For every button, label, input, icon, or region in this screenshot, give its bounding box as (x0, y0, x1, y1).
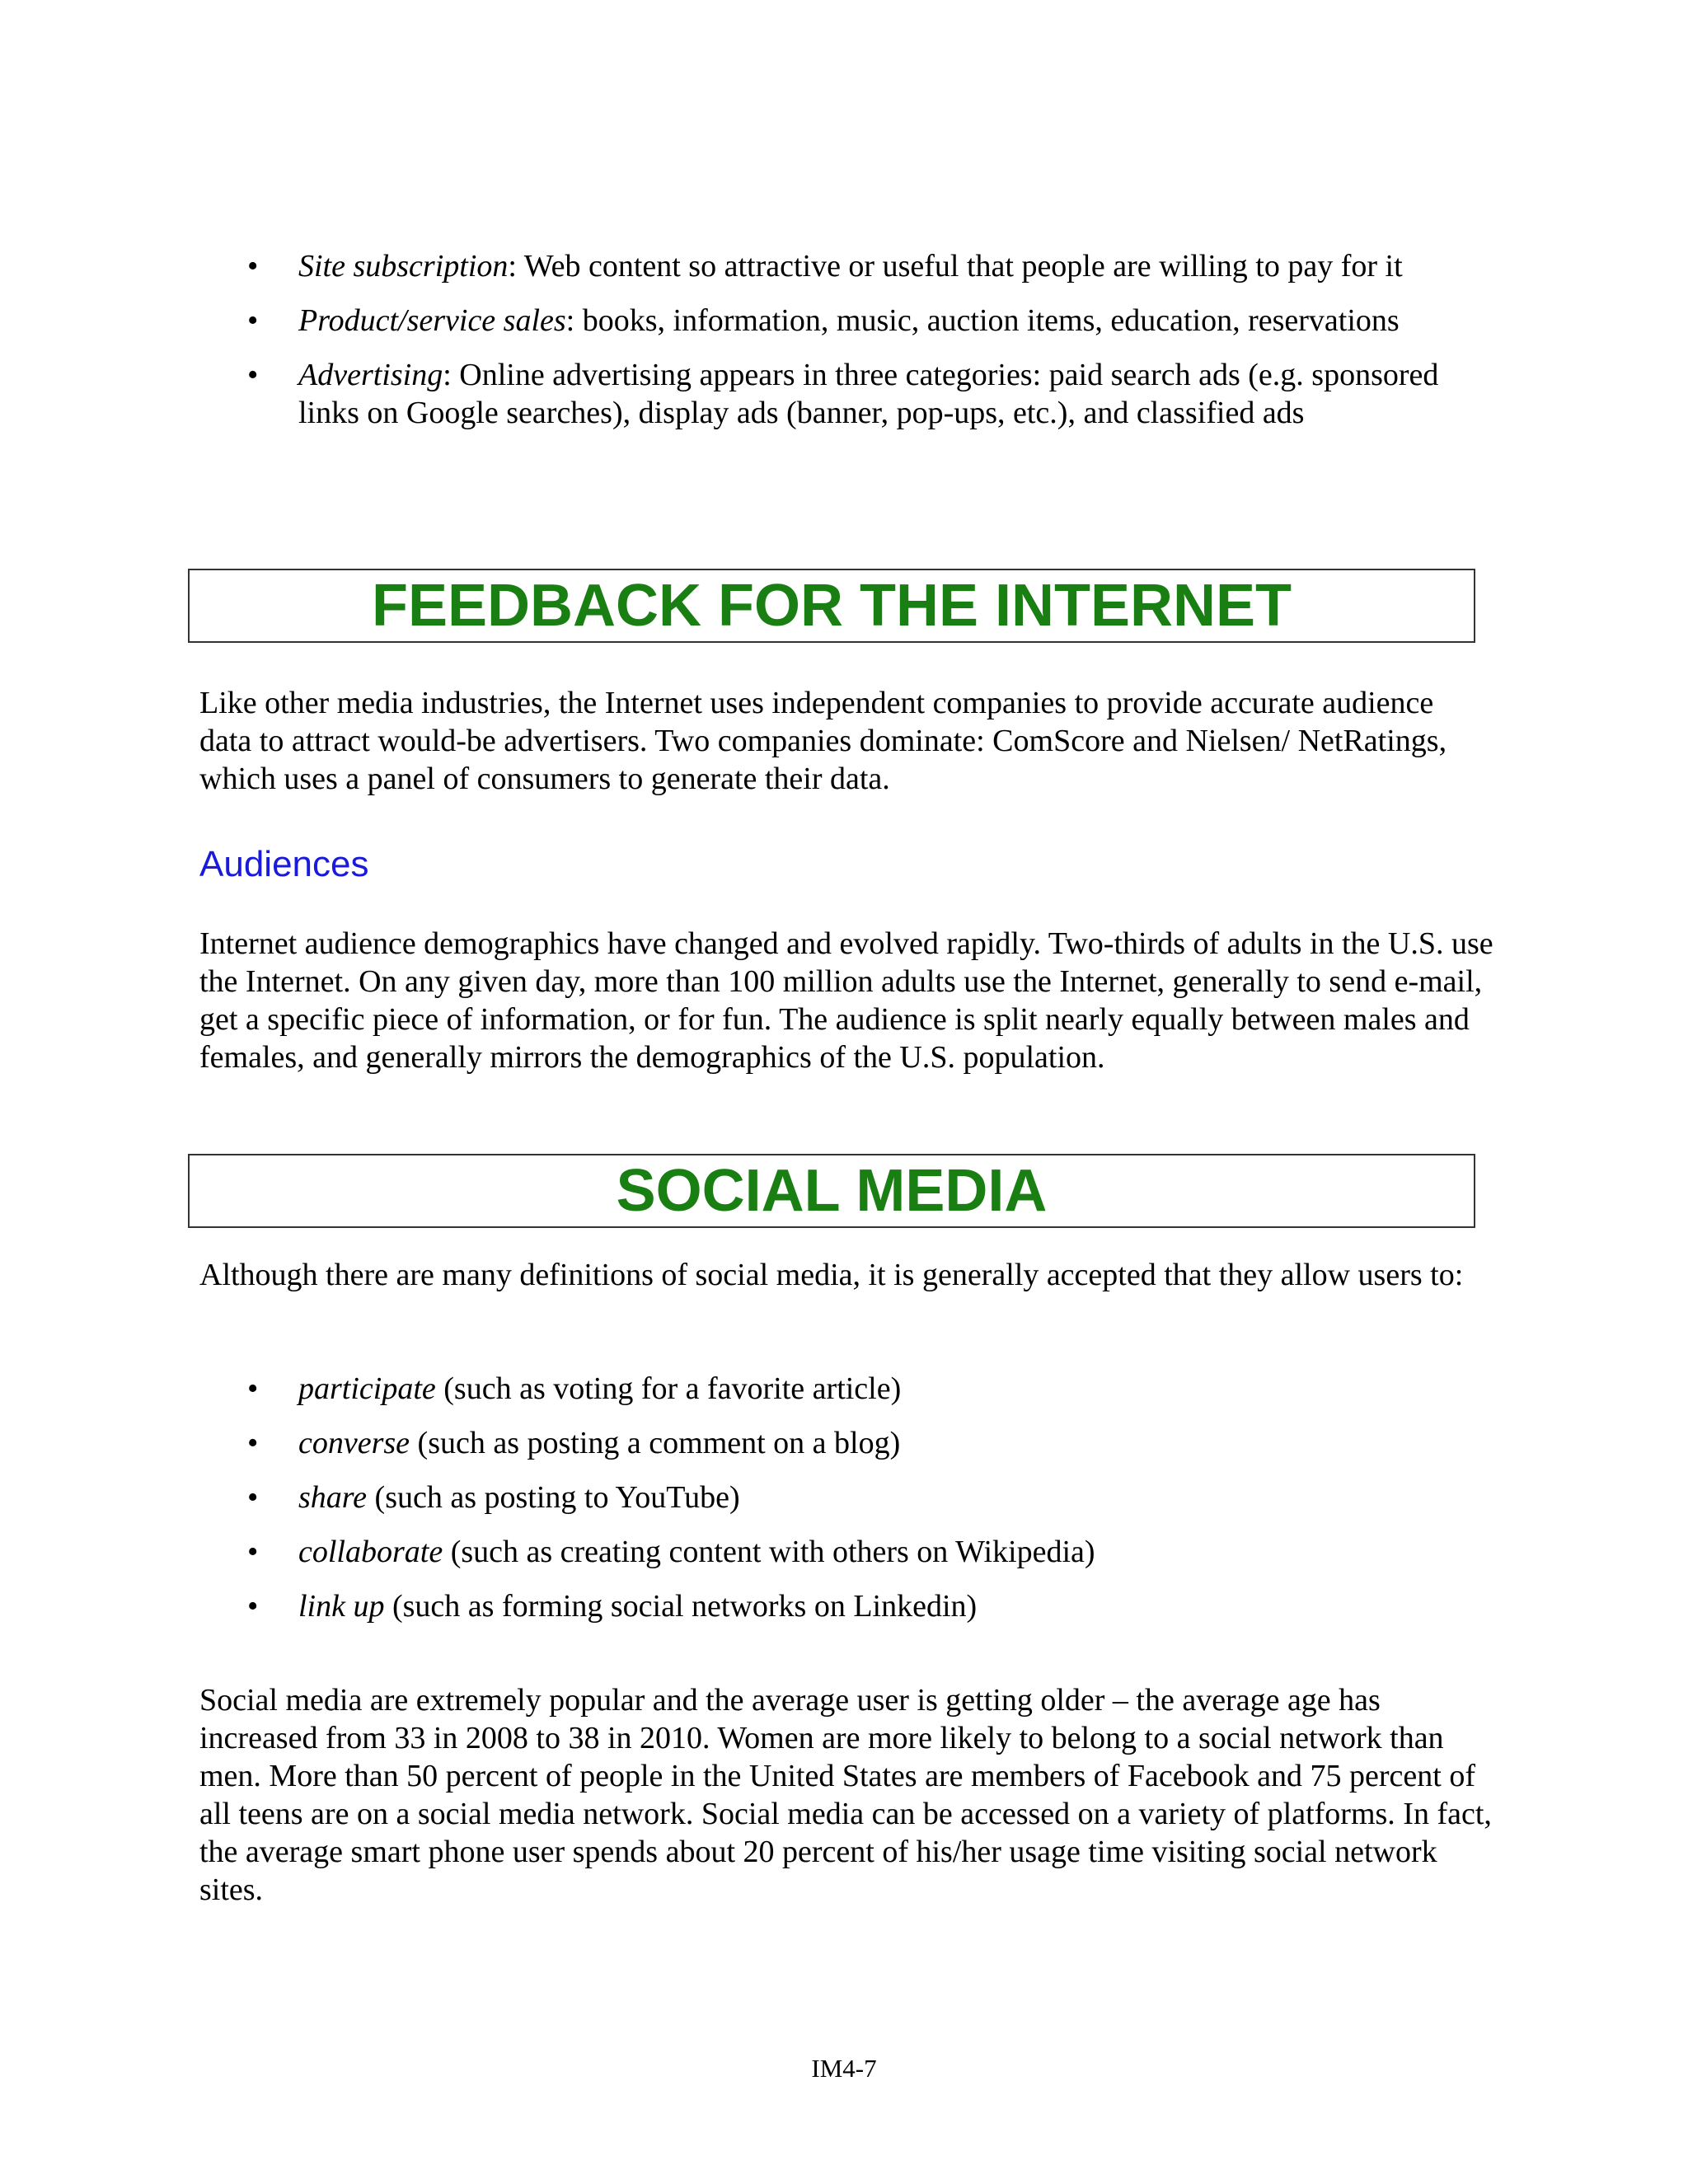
list-item (199, 356, 1485, 432)
list-item (199, 302, 1485, 340)
bullet-icon: • (247, 1426, 259, 1460)
social-bullet-list (199, 1370, 1485, 1642)
list-item (199, 1370, 1485, 1408)
bullet-term: Product/service sales (298, 303, 566, 338)
list-item (199, 247, 1485, 285)
bullet-text: (such as voting for a favorite article) (435, 1371, 902, 1406)
bullet-icon: • (247, 1535, 259, 1569)
bullet-icon: • (247, 1589, 259, 1624)
bullet-term: link up (298, 1589, 385, 1624)
bullet-text: (such as forming social networks on Linkedin) (384, 1589, 978, 1624)
revenue-bullet-list (199, 247, 1485, 448)
bullet-text: : Web content so attractive or useful that people are willing to pay for it (508, 249, 1403, 284)
bullet-text: (such as posting a comment on a blog) (410, 1426, 901, 1460)
bullet-icon: • (247, 1371, 259, 1406)
list-item (199, 1533, 1485, 1571)
bullet-icon: • (247, 249, 259, 284)
bullet-term: converse (298, 1426, 410, 1460)
audiences-heading: Audiences (199, 844, 369, 884)
section-title-social-media: SOCIAL MEDIA (188, 1154, 1475, 1228)
social-intro-paragraph: Although there are many definitions of social media, it is generally accepted that they allow users to: (199, 1258, 1464, 1292)
bullet-text: : books, information, music, auction items, education, reservations (565, 303, 1400, 338)
list-item (199, 1424, 1485, 1462)
bullet-term: Advertising (298, 358, 443, 392)
feedback-paragraph: Like other media industries, the Internet uses independent companies to provide accurate audience data to attract would-be advertisers. Two companies dominate: ComScore and Nielsen/ NetRatings, which uses a panel of consumers to generate their data. (199, 686, 1447, 796)
social-closing-paragraph: Social media are extremely popular and the average user is getting older – the average age has increased from 33 in 2008 to 38 in 2010. Women are more likely to belong to a social network than men. More than 50 percent of people in the United States are members of Facebook and 75 percent of all teens are on a social media network. Social media can be accessed on a variety of platforms. In fact, the average smart phone user spends about 20 percent of his/her usage time visiting social network sites. (199, 1683, 1492, 1907)
list-item (199, 1587, 1485, 1625)
bullet-text: (such as creating content with others on Wikipedia) (443, 1535, 1095, 1569)
bullet-term: participate (298, 1371, 436, 1406)
bullet-term: share (298, 1480, 368, 1515)
bullet-icon: • (247, 1480, 259, 1515)
page-number: IM4-7 (811, 2054, 877, 2083)
bullet-text: (such as posting to YouTube) (367, 1480, 740, 1515)
list-item (199, 1479, 1485, 1516)
section-title-feedback: FEEDBACK FOR THE INTERNET (188, 569, 1475, 643)
bullet-icon: • (247, 303, 259, 338)
bullet-text: : Online advertising appears in three categories: paid search ads (e.g. sponsored links on Google searches), display ads (banner, pop-ups, etc.), and classified ads (298, 358, 1439, 430)
bullet-term: collaborate (298, 1535, 443, 1569)
bullet-term: Site subscription (298, 249, 509, 284)
audiences-paragraph: Internet audience demographics have changed and evolved rapidly. Two-thirds of adults in the U.S. use the Internet. On any given day, more than 100 million adults use the Internet, generally to send e-mail, get a specific piece of information, or for fun. The audience is split nearly equally between males and females, and generally mirrors the demographics of the U.S. population. (199, 926, 1493, 1075)
bullet-icon: • (247, 358, 259, 392)
